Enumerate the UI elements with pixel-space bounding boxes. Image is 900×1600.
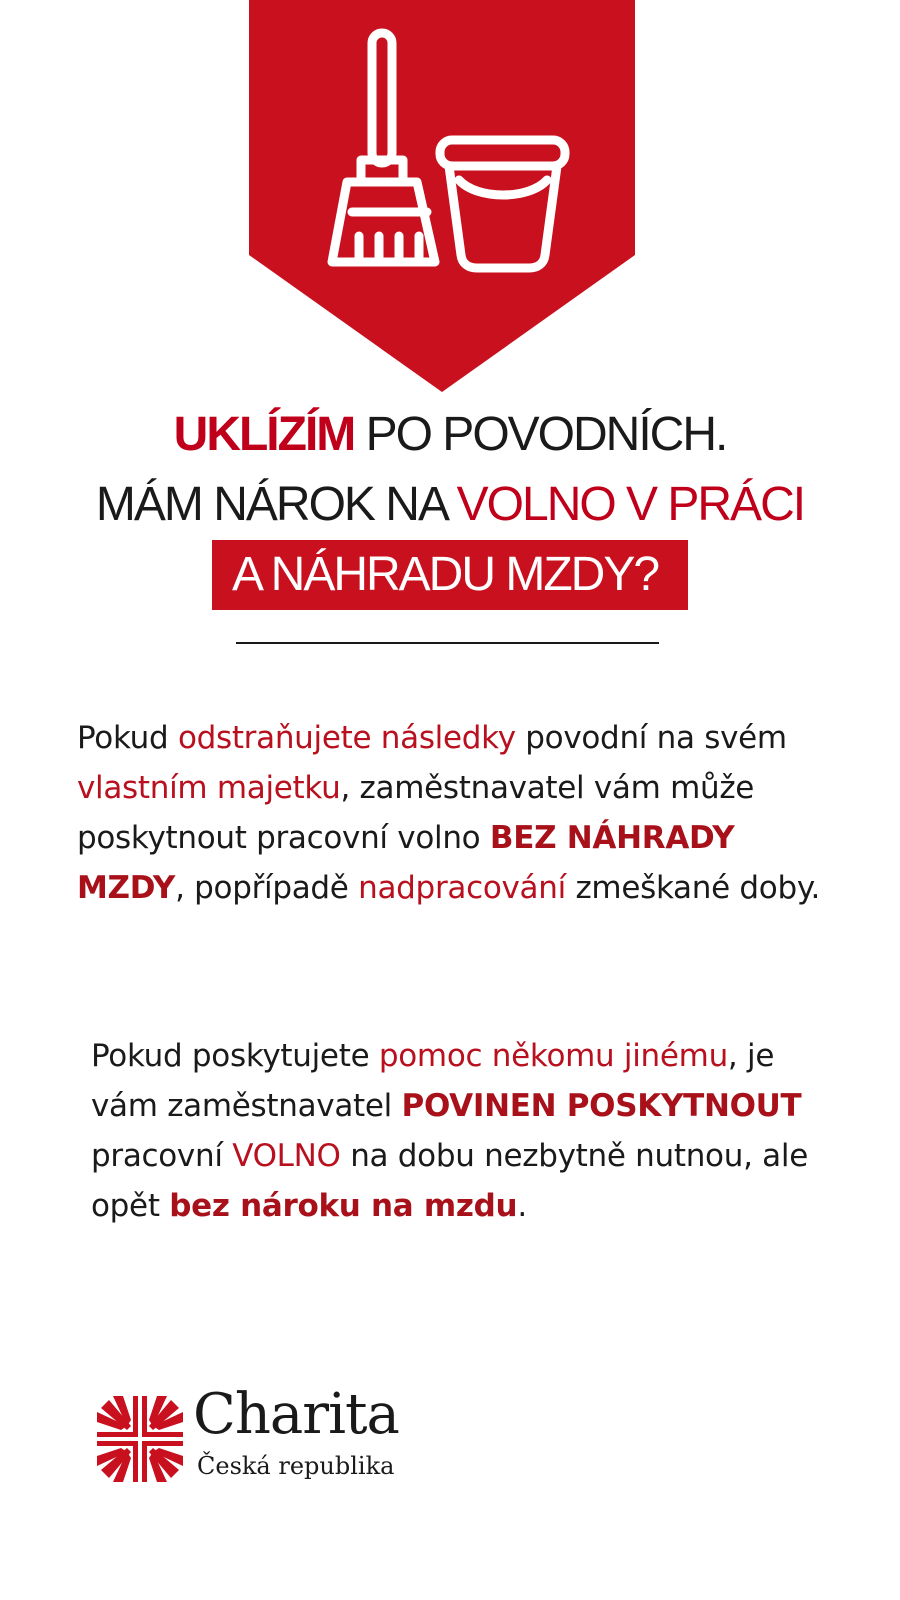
- divider: [236, 642, 659, 644]
- p2-emphasis: POVINEN POSKYTNOUT: [401, 1088, 802, 1124]
- p1-highlight: vlastním majetku: [77, 770, 341, 806]
- p2-text: .: [517, 1188, 527, 1224]
- headline-line-3: [0, 540, 900, 610]
- headline-highlight-2: VOLNO V PRÁCI: [456, 478, 805, 531]
- headline-line-1: [0, 400, 900, 470]
- p2-emphasis: bez nároku na mzdu: [169, 1188, 518, 1224]
- paragraph-own-property: [77, 713, 837, 913]
- charita-logo: [97, 1382, 437, 1496]
- paragraph-helping-others: [91, 1031, 811, 1231]
- p1-text: Pokud: [77, 720, 178, 756]
- p2-text: , je vám zaměstnavatel: [91, 1038, 775, 1124]
- p2-text: Pokud poskytujete: [91, 1038, 379, 1074]
- p1-text: zmeškané doby.: [565, 870, 821, 906]
- charita-cross-icon: [97, 1396, 183, 1482]
- p2-text: na dobu nezbytně nutnou, ale opět: [91, 1138, 808, 1224]
- banner: [249, 0, 635, 392]
- p1-text: povodní na svém: [515, 720, 787, 756]
- p1-highlight: odstraňujete následky: [177, 720, 516, 756]
- logo-subtitle: Česká republika: [197, 1452, 395, 1480]
- p2-highlight: VOLNO: [232, 1138, 341, 1174]
- p1-text: , zaměstnavatel vám může poskytnout pracovní volno: [77, 770, 755, 856]
- headline: [0, 400, 900, 610]
- headline-text-1: PO POVODNÍCH.: [354, 408, 727, 461]
- p1-text: , popřípadě: [175, 870, 359, 906]
- p1-emphasis: BEZ NÁHRADY MZDY: [77, 820, 735, 906]
- headline-line-2: [0, 470, 900, 540]
- p1-highlight: nadpracování: [358, 870, 566, 906]
- p2-highlight: pomoc někomu jinému: [378, 1038, 728, 1074]
- headline-text-2: MÁM NÁROK NA: [95, 478, 457, 531]
- p2-text: pracovní: [91, 1138, 233, 1174]
- headline-highlight-1: UKLÍZÍM: [173, 408, 355, 461]
- headline-box: A NÁHRADU MZDY?: [212, 540, 688, 610]
- banner-shape: [249, 0, 635, 392]
- logo-name: Charita: [193, 1382, 399, 1447]
